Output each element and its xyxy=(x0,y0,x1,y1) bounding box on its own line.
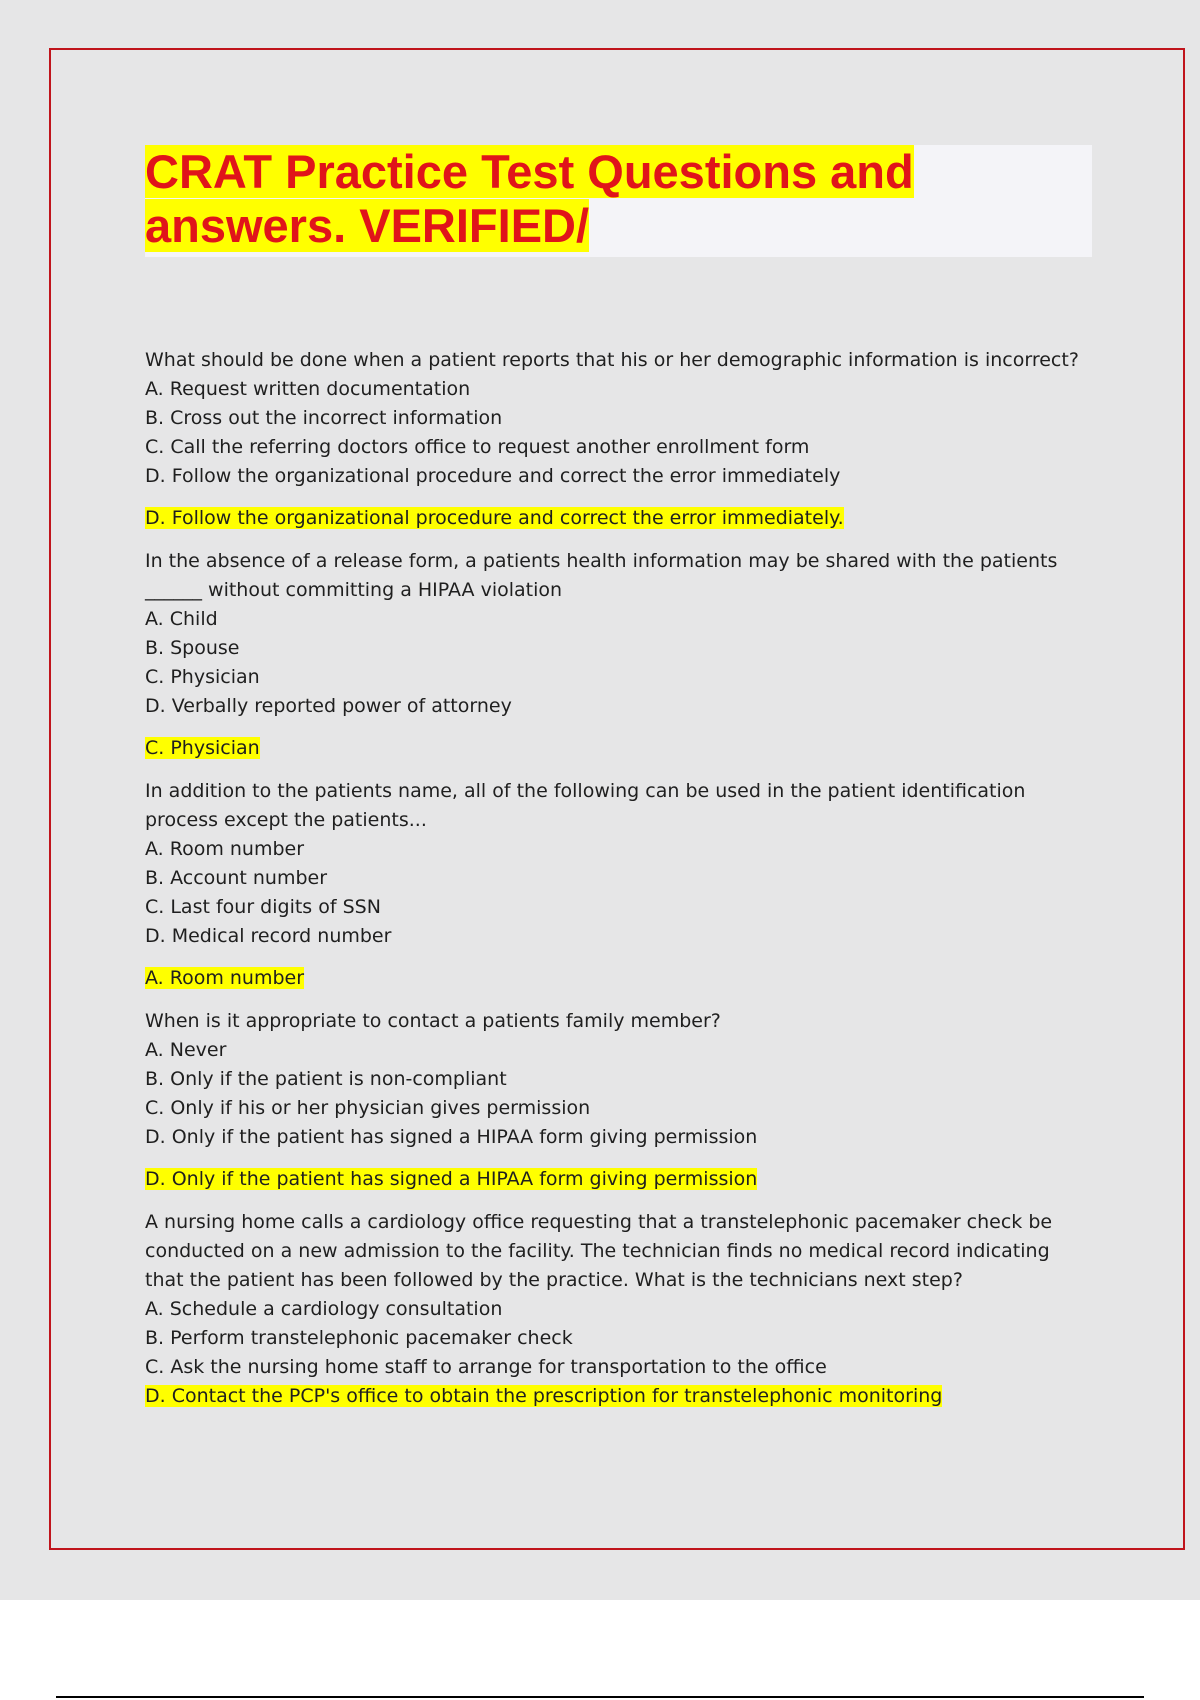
title-line-2: answers. VERIFIED/ xyxy=(145,199,590,252)
question-4 xyxy=(145,1007,1085,1194)
option-b: B. Account number xyxy=(145,867,328,889)
option-d: D. Verbally reported power of attorney xyxy=(145,695,512,717)
option-c: C. Only if his or her physician gives permission xyxy=(145,1097,591,1119)
question-text: What should be done when a patient reports that his or her demographic information is incorrect? xyxy=(145,349,1079,371)
answer-highlight: D. Only if the patient has signed a HIPAA form giving permission xyxy=(145,1168,758,1190)
option-a: A. Never xyxy=(145,1039,227,1061)
question-5 xyxy=(145,1208,1085,1411)
footer-rule xyxy=(56,1696,1144,1698)
answer-highlight: D. Follow the organizational procedure and correct the error immediately. xyxy=(145,507,844,529)
question-3 xyxy=(145,777,1085,993)
option-d: D. Only if the patient has signed a HIPAA form giving permission xyxy=(145,1126,758,1148)
option-b: B. Perform transtelephonic pacemaker check xyxy=(145,1327,573,1349)
answer-block xyxy=(145,734,1085,763)
answer-highlight: D. Contact the PCP's office to obtain the prescription for transtelephonic monitoring xyxy=(145,1385,943,1407)
answer-block xyxy=(145,504,1085,533)
question-text: A nursing home calls a cardiology office requesting that a transtelephonic pacemaker check be conducted on a new admission to the facility. The technician finds no medical record indicating that the patient has been followed by the practice. What is the technicians next step? xyxy=(145,1211,1053,1291)
question-text: In the absence of a release form, a patients health information may be shared with the patients ______ without committing a HIPAA violation xyxy=(145,550,1058,601)
question-1 xyxy=(145,346,1085,533)
document-title xyxy=(145,145,975,253)
option-d: D. Medical record number xyxy=(145,925,392,947)
answer-highlight: C. Physician xyxy=(145,737,260,759)
option-b: B. Spouse xyxy=(145,637,240,659)
question-text: When is it appropriate to contact a patients family member? xyxy=(145,1010,721,1032)
question-2 xyxy=(145,547,1085,763)
option-c: C. Call the referring doctors office to request another enrollment form xyxy=(145,436,810,458)
option-c: C. Last four digits of SSN xyxy=(145,896,381,918)
question-list xyxy=(145,346,1085,1411)
option-a: A. Child xyxy=(145,608,218,630)
option-a: A. Room number xyxy=(145,838,305,860)
option-b: B. Only if the patient is non-compliant xyxy=(145,1068,507,1090)
answer-highlight: A. Room number xyxy=(145,967,305,989)
option-c: C. Ask the nursing home staff to arrange for transportation to the office xyxy=(145,1356,827,1378)
option-b: B. Cross out the incorrect information xyxy=(145,407,503,429)
answer-block xyxy=(145,1165,1085,1194)
option-a: A. Schedule a cardiology consultation xyxy=(145,1298,503,1320)
title-line-1: CRAT Practice Test Questions and xyxy=(145,145,914,198)
answer-block xyxy=(145,964,1085,993)
option-c: C. Physician xyxy=(145,666,260,688)
option-d: D. Follow the organizational procedure and correct the error immediately xyxy=(145,465,841,487)
option-a: A. Request written documentation xyxy=(145,378,471,400)
question-text: In addition to the patients name, all of the following can be used in the patient identification process except the patients... xyxy=(145,780,1026,831)
